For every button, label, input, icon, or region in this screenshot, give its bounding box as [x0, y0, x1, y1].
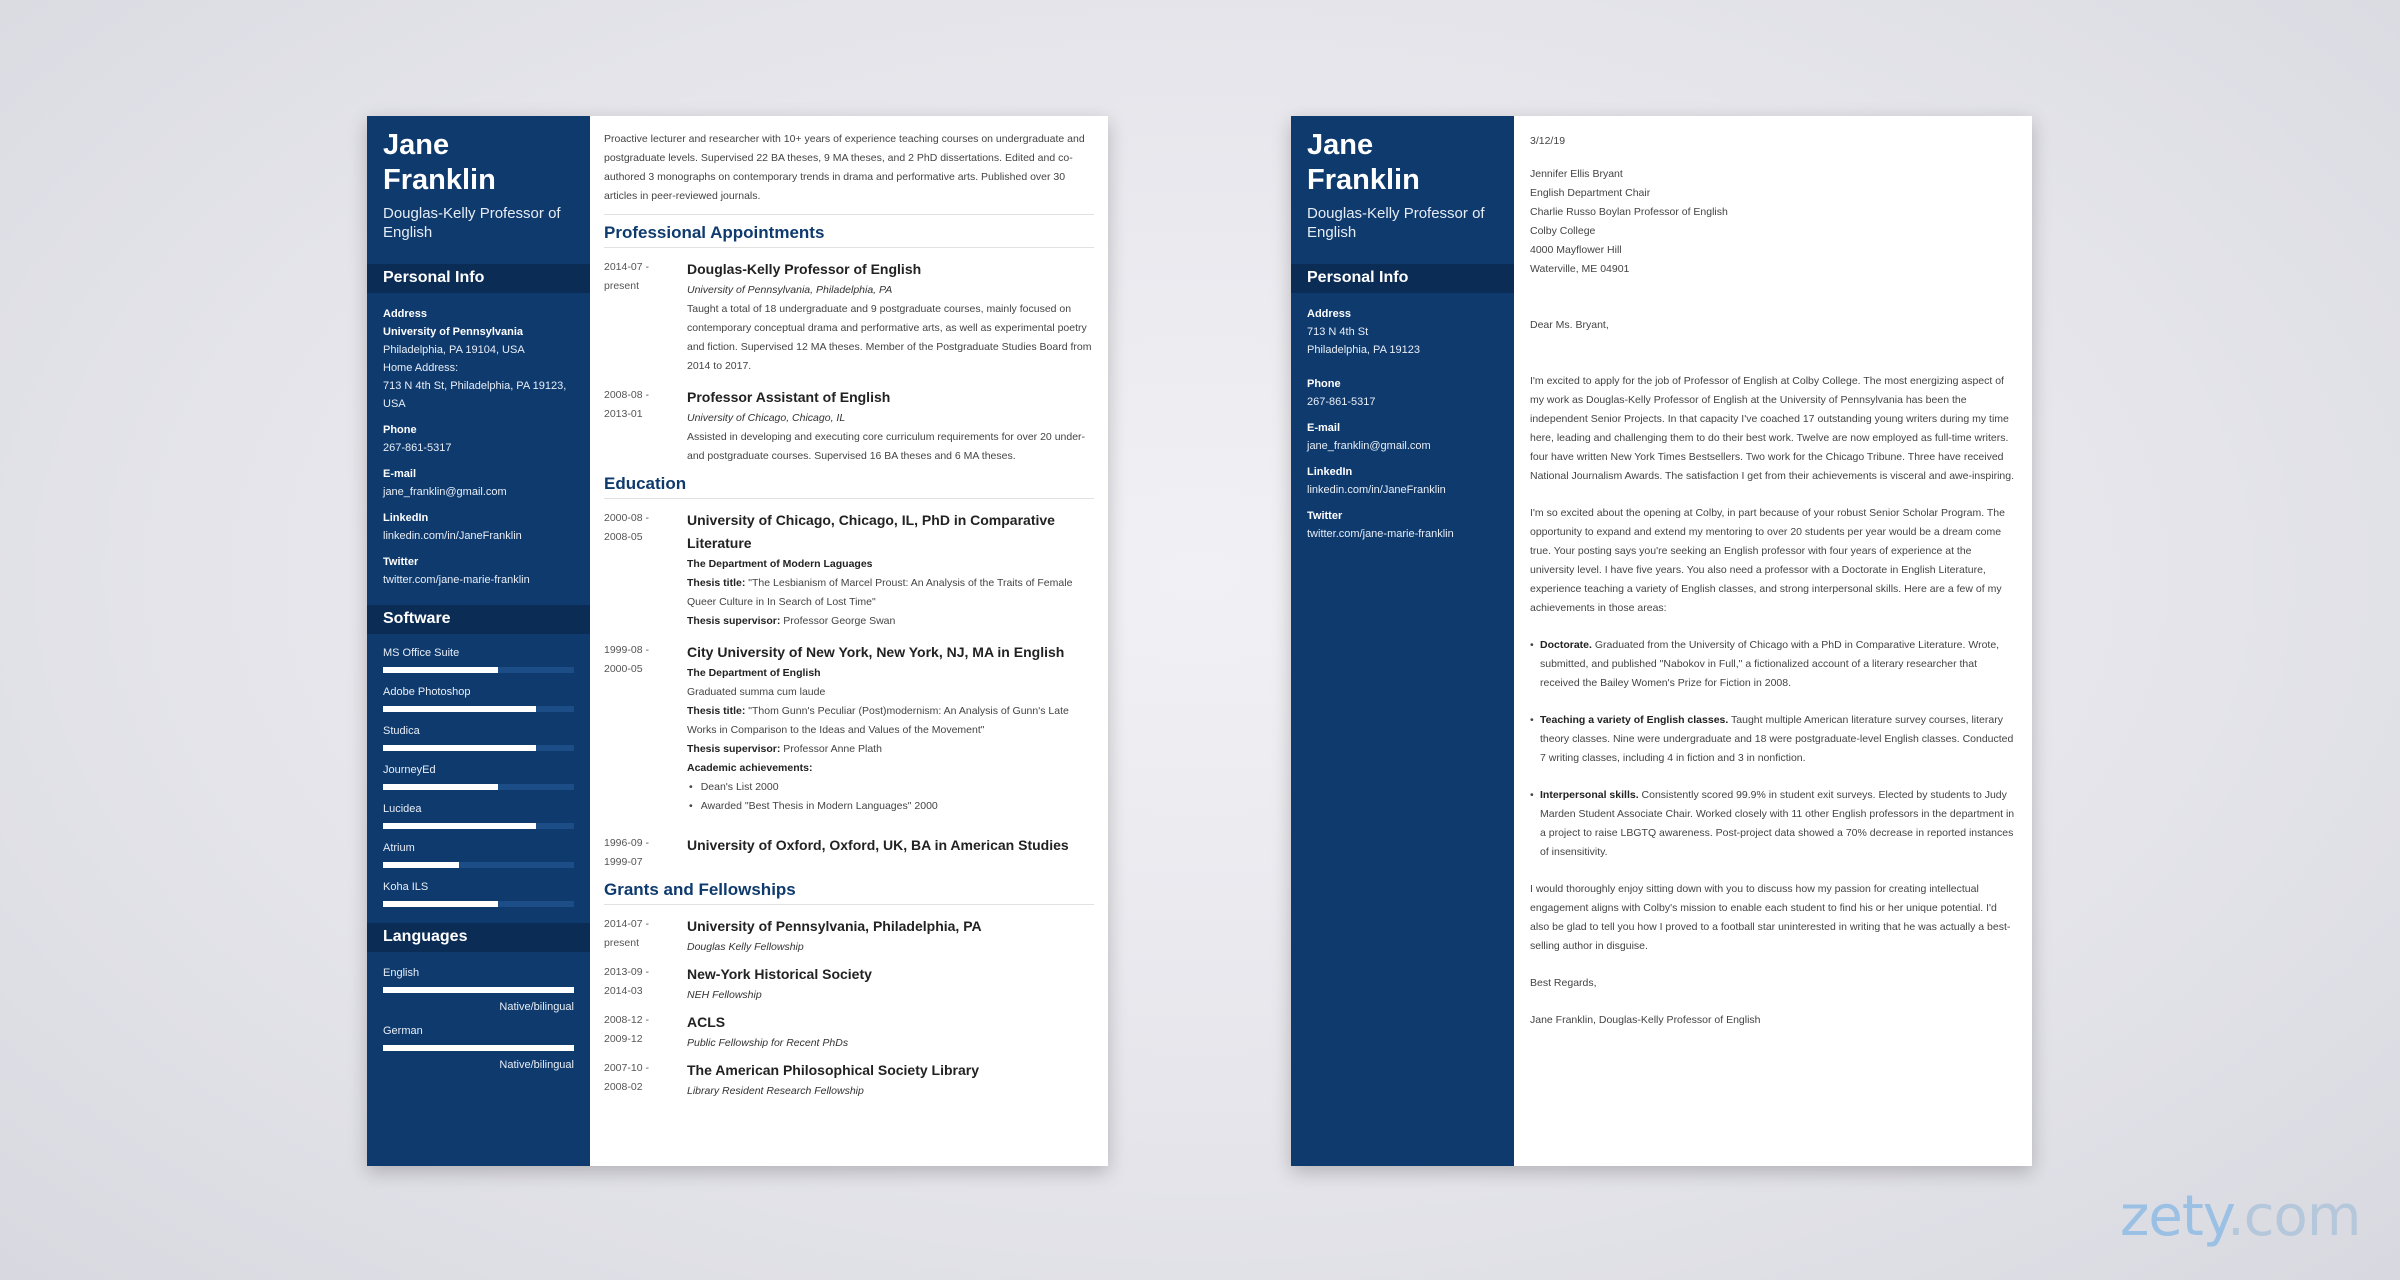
software-item [367, 802, 590, 829]
entry-title: University of Pennsylvania, Philadelphia, PA [687, 918, 982, 934]
entry-dept: The Department of English [687, 667, 821, 679]
address-line: Home Address: [383, 362, 459, 374]
twitter-label: Twitter [1307, 510, 1343, 522]
entry-title: The American Philosophical Society Library [687, 1062, 980, 1078]
entry-title: Douglas-Kelly Professor of English [687, 261, 922, 277]
recipient-line: Waterville, ME 04901 [1530, 263, 1630, 275]
software-level-bar [383, 862, 574, 868]
personal-info [367, 293, 590, 589]
software-name: Atrium [383, 842, 415, 854]
education-entry [604, 834, 1094, 872]
entry-org: Library Resident Research Fellowship [687, 1085, 864, 1097]
language-name: English [383, 967, 420, 979]
software-level-bar [383, 706, 574, 712]
entry-title: City University of New York, New York, NJ, MA in English [687, 644, 1065, 660]
address-line: University of Pennsylvania [383, 326, 523, 338]
twitter-value: twitter.com/jane-marie-franklin [383, 574, 530, 586]
appointment-entry [604, 386, 1094, 466]
list-item: • Teaching a variety of English classes. Taught multiple American literature survey courses, literary theory classes. Nine were undergraduate and 18 were postgraduate-level English classes. Conducted 7 writing classes, including 4 in fiction and 3 in nonfiction. [1530, 714, 2014, 764]
email-value: jane_franklin@gmail.com [1307, 440, 1431, 452]
entry-title: ACLS [687, 1014, 726, 1030]
letter-date: 3/12/19 [1530, 135, 1566, 147]
entry-date: 1999-08 - 2000-05 [604, 644, 649, 675]
language-level: Native/bilingual [499, 1059, 574, 1071]
education-entry: 2000-08 - 2008-05 University of Chicago, Chicago, IL, PhD in Comparative Literature The Department of Modern Laguages Thesis title: "The Lesbianism of Marcel Proust: An Analysis of the Traits of Female Queer Culture in In Search of Lost Time" Thesis supervisor: Professor George Swan [604, 509, 1094, 631]
zety-logo: zety.com [2120, 1184, 2361, 1249]
achievements-list [1530, 636, 2016, 862]
address-label: Address [383, 308, 428, 320]
letter-paragraph: I would thoroughly enjoy sitting down with you to discuss how my passion for creating intellectual engagement aligns with Colby's mission to enable each student to find his or her unique potential. I'd also be glad to tell you how I proved to a football star uninterested in writing that he was actually a best-selling author in disguise. [1530, 883, 2011, 952]
thesis-title: "Thom Gunn's Peculiar (Post)modernism: An Analysis of Gunn's Late Works in Comparison to the Ideas and Values of the Movement" [687, 705, 1069, 736]
list-item: • Dean's List 2000 [687, 778, 1094, 797]
software-level-bar [383, 901, 574, 907]
resume-main [590, 116, 1108, 1166]
recipient-block [1530, 165, 2016, 279]
linkedin-label: LinkedIn [1307, 466, 1353, 478]
software-name: Lucidea [383, 803, 422, 815]
recipient-line: Charlie Russo Boylan Professor of English [1530, 206, 1728, 218]
entry-desc: Taught a total of 18 undergraduate and 9 postgraduate courses, mainly focused on contemporary conceptual drama and performative arts, as well as experimental poetry and fiction. Supervised 12 MA theses. Member of the Postgraduate Studies Board from 2014 to 2017. [687, 303, 1092, 372]
entry-org: University of Pennsylvania, Philadelphia, PA [687, 284, 893, 296]
phone-value: 267-861-5317 [383, 442, 452, 454]
letter-paragraph: I'm excited to apply for the job of Professor of English at Colby College. The most energizing aspect of my work as Douglas-Kelly Professor of English at the University of Pennsylvania has been the independent Senior Projects. In that capacity I've coached 17 outstanding young writers during my time here, leading and challenging them to do their best work. Twelve are now employed as full-time writers. four have written New York Times Bestsellers. Two work for the Chicago Tribune. Three have received National Journalism Awards. The satisfaction I get from their achievements is visceral and awe-inspiring. [1530, 375, 2014, 482]
grant-entry [604, 963, 1094, 1005]
software-level-bar [383, 667, 574, 673]
address-line: 713 N 4th St, Philadelphia, PA 19123, [383, 380, 567, 392]
list-item: • Doctorate. Graduated from the University of Chicago with a PhD in Comparative Literature. Wrote, submitted, and published "Nabokov in Full," a fictionalized account of a literary researcher that received the Bailey Women's Prize for Fiction in 2008. [1530, 639, 2000, 689]
software-item [367, 763, 590, 790]
letter-name: Jane Franklin [1307, 129, 1420, 196]
thesis-title: "The Lesbianism of Marcel Proust: An Analysis of the Traits of Female Queer Culture in In Search of Lost Time" [687, 577, 1073, 608]
language-level-bar [383, 1045, 574, 1051]
achievements-list [687, 778, 1094, 816]
software-item [367, 841, 590, 868]
letter-paragraph: I'm so excited about the opening at Colby, in part because of your robust Senior Scholar Program. The opportunity to expand and extend my mentoring to over 20 students per year would be a dream come true. Your posting says you're seeking an English professor with four years of experience at the university level. I have five years. You also need a professor with a Doctorate in English Literature, experience teaching a variety of English classes, and strong interpersonal skills. Here are a few of my achievements in those areas: [1530, 507, 2005, 614]
grant-entry [604, 1059, 1094, 1101]
twitter-label: Twitter [383, 556, 419, 568]
personal-info-heading: Personal Info [367, 264, 590, 293]
address-line: Philadelphia, PA 19123 [1307, 344, 1420, 356]
entry-date: 2000-08 - 2008-05 [604, 512, 649, 543]
grants-heading: Grants and Fellowships [604, 880, 1094, 905]
entry-org: University of Chicago, Chicago, IL [687, 412, 846, 424]
resume-name: Jane Franklin [383, 129, 496, 196]
entry-title: University of Chicago, Chicago, IL, PhD in Comparative Literature [687, 512, 1055, 551]
linkedin-value: linkedin.com/in/JaneFranklin [383, 530, 522, 542]
education-entry: 1999-08 - 2000-05 City University of New York, New York, NJ, MA in English The Department of English Graduated summa cum laude Thesis title: "Thom Gunn's Peculiar (Post)modernism: An Analysis of Gunn's Late Works in Comparison to the Ideas and Values of the Movement" Thesis supervisor: Professor Anne Plath Academic achievements: • Dean's List 2000 • Awarded "Best Thesis in Modern Languages" 2000 [604, 641, 1094, 816]
entry-date: 2013-09 - 2014-03 [604, 966, 649, 997]
software-name: Adobe Photoshop [383, 686, 471, 698]
email-value: jane_franklin@gmail.com [383, 486, 507, 498]
greeting: Dear Ms. Bryant, [1530, 319, 1609, 331]
resume-summary: Proactive lecturer and researcher with 10+ years of experience teaching courses on undergraduate and postgraduate levels. Supervised 22 BA theses, 9 MA theses, and 2 PhD dissertations. Edited and co-authored 3 monographs on contemporary trends in drama and performative arts. Published over 30 articles in peer-reviewed journals. [604, 130, 1094, 215]
software-level-bar [383, 784, 574, 790]
entry-desc: Assisted in developing and executing core curriculum requirements for over 20 under- and postgraduate courses. Supervised 16 BA theses and 6 MA theses. [687, 431, 1086, 462]
languages-heading: Languages [367, 923, 590, 952]
software-item [367, 724, 590, 751]
software-list [367, 634, 590, 907]
recipient-line: Jennifer Ellis Bryant [1530, 168, 1623, 180]
letter-signature: Jane Franklin, Douglas-Kelly Professor of English [1530, 1014, 1761, 1026]
language-level: Native/bilingual [499, 1001, 574, 1013]
entry-title: Professor Assistant of English [687, 389, 891, 405]
software-name: Studica [383, 725, 420, 737]
thesis-supervisor: Professor Anne Plath [783, 743, 882, 755]
language-name: German [383, 1025, 423, 1037]
entry-org: Douglas Kelly Fellowship [687, 941, 804, 953]
software-name: Koha ILS [383, 881, 429, 893]
email-label: E-mail [383, 468, 417, 480]
linkedin-label: LinkedIn [383, 512, 429, 524]
thesis-supervisor: Professor George Swan [783, 615, 896, 627]
software-level-bar [383, 823, 574, 829]
entry-dept: The Department of Modern Laguages [687, 558, 873, 570]
cover-letter-page [1291, 116, 2032, 1166]
recipient-line: Colby College [1530, 225, 1596, 237]
grant-entry [604, 915, 1094, 957]
letter-sidebar [1291, 116, 1514, 1166]
achievements-label: Academic achievements: [687, 762, 813, 774]
software-item [367, 685, 590, 712]
software-item [367, 880, 590, 907]
languages-list [367, 952, 590, 1072]
address-line: 713 N 4th St [1307, 326, 1369, 338]
software-item [367, 646, 590, 673]
personal-info-heading: Personal Info [1291, 264, 1514, 293]
letter-body [1514, 116, 2032, 1166]
address-line: USA [383, 398, 406, 410]
phone-label: Phone [1307, 378, 1341, 390]
appointments-heading: Professional Appointments [604, 223, 1094, 248]
entry-date: 2014-07 - present [604, 918, 649, 949]
software-name: JourneyEd [383, 764, 436, 776]
entry-title: University of Oxford, Oxford, UK, BA in American Studies [687, 837, 1069, 853]
software-name: MS Office Suite [383, 647, 460, 659]
recipient-line: English Department Chair [1530, 187, 1651, 199]
language-item [367, 1024, 590, 1072]
entry-date: 1996-09 - 1999-07 [604, 837, 649, 868]
entry-org: NEH Fellowship [687, 989, 762, 1001]
appointment-entry [604, 258, 1094, 376]
resume-page [367, 116, 1108, 1166]
list-item: • Awarded "Best Thesis in Modern Languages" 2000 [687, 797, 1094, 816]
software-level-bar [383, 745, 574, 751]
recipient-line: 4000 Mayflower Hill [1530, 244, 1622, 256]
software-heading: Software [367, 605, 590, 634]
letter-closing: Best Regards, [1530, 977, 1597, 989]
grant-entry [604, 1011, 1094, 1053]
entry-date: 2014-07 - present [604, 261, 649, 292]
phone-label: Phone [383, 424, 417, 436]
entry-org: Public Fellowship for Recent PhDs [687, 1037, 849, 1049]
twitter-value: twitter.com/jane-marie-franklin [1307, 528, 1454, 540]
address-line: Philadelphia, PA 19104, USA [383, 344, 525, 356]
entry-title: New-York Historical Society [687, 966, 872, 982]
phone-value: 267-861-5317 [1307, 396, 1376, 408]
letter-job-title: Douglas-Kelly Professor of English [1307, 205, 1485, 241]
education-heading: Education [604, 474, 1094, 499]
address-label: Address [1307, 308, 1352, 320]
entry-date: 2007-10 - 2008-02 [604, 1062, 649, 1093]
entry-date: 2008-12 - 2009-12 [604, 1014, 649, 1045]
email-label: E-mail [1307, 422, 1341, 434]
resume-sidebar [367, 116, 590, 1166]
linkedin-value: linkedin.com/in/JaneFranklin [1307, 484, 1446, 496]
entry-date: 2008-08 - 2013-01 [604, 389, 649, 420]
entry-honor: Graduated summa cum laude [687, 686, 826, 698]
list-item: • Interpersonal skills. Consistently scored 99.9% in student exit surveys. Elected by students to Judy Marden Student Associate Chair. Worked closely with 11 other English professors in the department in a project to raise LBGTQ awareness. Post-project data showed a 70% decrease in reported instances of insensitivity. [1530, 789, 2015, 858]
language-item [367, 966, 590, 1014]
resume-job-title: Douglas-Kelly Professor of English [383, 205, 561, 241]
personal-info [1291, 293, 1514, 543]
language-level-bar [383, 987, 574, 993]
